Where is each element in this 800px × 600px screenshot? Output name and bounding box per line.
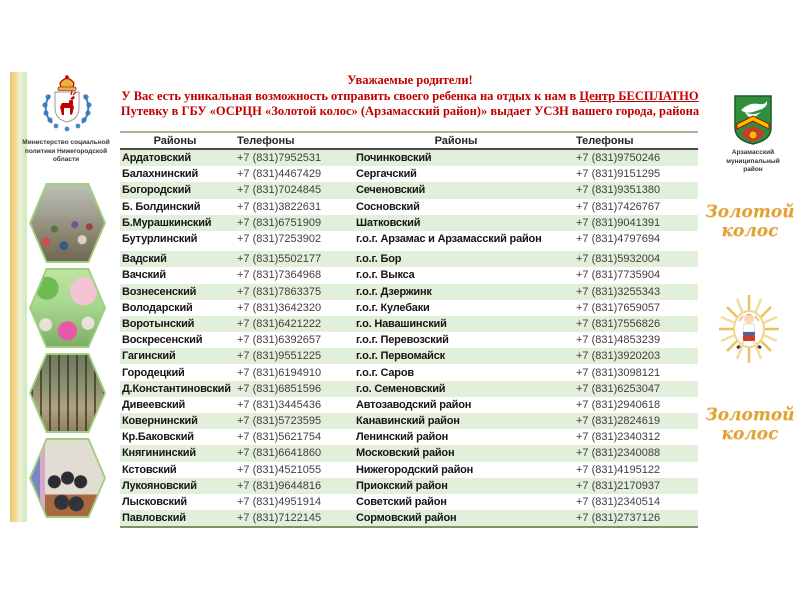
headline <box>110 73 710 120</box>
district-cell: Московский район <box>356 447 455 460</box>
table-row <box>120 429 698 445</box>
phone-cell: +7 (831)6392657 <box>237 334 322 347</box>
phone-cell: +7 (831)7253902 <box>237 233 322 246</box>
district-cell: Воротынский <box>122 317 195 330</box>
district-cell: Ардатовский <box>122 152 191 165</box>
phone-cell: +7 (831)3445436 <box>237 398 322 411</box>
phone-cell: +7 (831)9041391 <box>576 216 661 229</box>
district-cell: Павловский <box>122 512 186 525</box>
phone-cell: +7 (831)7659057 <box>576 301 661 314</box>
phone-cell: +7 (831)4467429 <box>237 168 322 181</box>
stage-performance-photo <box>29 438 106 518</box>
phone-cell: +7 (831)2340088 <box>576 447 661 460</box>
table-row <box>120 316 698 332</box>
table-row <box>120 182 698 198</box>
table-row <box>120 215 698 231</box>
district-cell: Ленинский район <box>356 431 449 444</box>
table-row <box>120 348 698 364</box>
brand-zolotoy-kolos-bottom: Золотой колос <box>705 405 795 444</box>
district-cell: г.о.г. Выкса <box>356 269 415 282</box>
brand-zolotoy-kolos-top: Золотой колос <box>705 202 795 241</box>
phone-cell: +7 (831)7122145 <box>237 512 322 525</box>
district-cell: Дивеевский <box>122 398 186 411</box>
district-cell: Сосновский <box>356 200 420 213</box>
nizhny-novgorod-region-coat-of-arms-icon <box>36 73 98 137</box>
district-cell: г.о.г. Перевозский <box>356 334 449 347</box>
district-cell: Воскресенский <box>122 334 203 347</box>
column-header-phones-1: Телефоны <box>237 134 295 147</box>
phone-cell: +7 (831)7735904 <box>576 269 661 282</box>
phone-table-body <box>120 150 698 526</box>
district-cell: Бутурлинский <box>122 233 198 246</box>
phone-cell: +7 (831)4797694 <box>576 233 661 246</box>
district-cell: Приокский район <box>356 479 448 492</box>
district-cell: Кстовский <box>122 463 177 476</box>
children-drawings-photo <box>29 268 106 348</box>
district-cell: г.о.г. Кулебаки <box>356 301 430 314</box>
district-cell: Балахнинский <box>122 168 199 181</box>
phone-table <box>120 131 698 528</box>
district-cell: г.о.г. Арзамас и Арзамасский район <box>356 233 542 246</box>
phone-cell: +7 (831)4951914 <box>237 496 322 509</box>
district-cell: г.о.г. Бор <box>356 253 402 266</box>
district-cell: Починковский <box>356 152 432 165</box>
phone-cell: +7 (831)9750246 <box>576 152 661 165</box>
district-cell: Автозаводский район <box>356 398 472 411</box>
children-group-photo-image <box>31 185 104 261</box>
table-row <box>120 494 698 510</box>
phone-cell: +7 (831)6421222 <box>237 317 322 330</box>
table-row <box>120 462 698 478</box>
table-row <box>120 413 698 429</box>
forest-camp-photo <box>29 353 106 433</box>
headline-line1: Уважаемые родители! <box>347 73 473 87</box>
table-row <box>120 478 698 494</box>
phone-cell: +7 (831)9644816 <box>237 479 322 492</box>
ministry-label: Министерство социальной политики Нижегородской области <box>22 139 110 163</box>
district-cell: г.о. Навашинский <box>356 317 447 330</box>
table-row <box>120 231 698 247</box>
phone-cell: +7 (831)5932004 <box>576 253 661 266</box>
arzamas-district-label: Арзамасский муниципальный район <box>726 149 780 173</box>
column-header-phones-2: Телефоны <box>576 134 634 147</box>
table-row <box>120 199 698 215</box>
phone-cell: +7 (831)3822631 <box>237 200 322 213</box>
phone-cell: +7 (831)4195122 <box>576 463 661 476</box>
golden-wheat-boy-logo-icon <box>713 291 785 367</box>
table-row <box>120 267 698 283</box>
phone-cell: +7 (831)5502177 <box>237 253 322 266</box>
district-cell: Сергачский <box>356 168 417 181</box>
phone-cell: +7 (831)3920203 <box>576 350 661 363</box>
phone-cell: +7 (831)2170937 <box>576 479 661 492</box>
district-cell: Ковернинский <box>122 415 198 428</box>
district-cell: Княгининский <box>122 447 196 460</box>
table-row <box>120 364 698 380</box>
table-row <box>120 251 698 267</box>
headline-line2: У Вас есть уникальная возможность отправить своего ребенка на отдых к нам в Центр БЕСПЛАТНО <box>121 88 699 103</box>
column-header-districts-2: Районы <box>434 134 478 147</box>
column-header-districts-1: Районы <box>153 134 197 147</box>
table-row <box>120 381 698 397</box>
district-cell: Нижегородский район <box>356 463 474 476</box>
phone-cell: +7 (831)2340312 <box>576 431 661 444</box>
phone-cell: +7 (831)2824619 <box>576 415 661 428</box>
phone-cell: +7 (831)5723595 <box>237 415 322 428</box>
phone-cell: +7 (831)7556826 <box>576 317 661 330</box>
district-cell: Володарский <box>122 301 193 314</box>
phone-cell: +7 (831)6641860 <box>237 447 322 460</box>
district-cell: Гагинский <box>122 350 176 363</box>
forest-camp-photo-image <box>31 355 104 431</box>
phone-cell: +7 (831)4853239 <box>576 334 661 347</box>
stage-performance-photo-image <box>31 440 104 516</box>
district-cell: Богородский <box>122 184 191 197</box>
crown-icon <box>58 75 76 90</box>
district-cell: Сормовский район <box>356 512 457 525</box>
district-cell: Канавинский район <box>356 415 460 428</box>
headline-line3: Путевку в ГБУ «ОСРЦН «Золотой колос» (Арзамасский район)» выдает УСЗН вашего города, района <box>120 104 700 118</box>
phone-cell: +7 (831)7024845 <box>237 184 322 197</box>
district-cell: Б. Болдинский <box>122 200 201 213</box>
district-cell: Б.Мурашкинский <box>122 216 212 229</box>
district-cell: Вачский <box>122 269 166 282</box>
phone-cell: +7 (831)7952531 <box>237 152 322 165</box>
phone-cell: +7 (831)9351380 <box>576 184 661 197</box>
phone-cell: +7 (831)4521055 <box>237 463 322 476</box>
phone-cell: +7 (831)2940618 <box>576 398 661 411</box>
headline-underlined: Центр БЕСПЛАТНО <box>579 88 699 103</box>
table-row <box>120 284 698 300</box>
table-row <box>120 397 698 413</box>
phone-cell: +7 (831)2737126 <box>576 512 661 525</box>
table-row <box>120 445 698 461</box>
phone-cell: +7 (831)9151295 <box>576 168 661 181</box>
phone-cell: +7 (831)7426767 <box>576 200 661 213</box>
district-cell: Кр.Баковский <box>122 431 194 444</box>
district-cell: Лысковский <box>122 496 187 509</box>
phone-cell: +7 (831)6194910 <box>237 366 322 379</box>
phone-cell: +7 (831)6253047 <box>576 382 661 395</box>
district-cell: г.о. Семеновский <box>356 382 446 395</box>
table-row <box>120 150 698 166</box>
district-cell: г.о.г. Дзержинк <box>356 285 432 298</box>
phone-cell: +7 (831)3255343 <box>576 285 661 298</box>
phone-cell: +7 (831)6751909 <box>237 216 322 229</box>
phone-cell: +7 (831)7364968 <box>237 269 322 282</box>
district-cell: г.о.г. Первомайск <box>356 350 445 363</box>
phone-cell: +7 (831)7863375 <box>237 285 322 298</box>
phone-cell: +7 (831)5621754 <box>237 431 322 444</box>
district-cell: Советский район <box>356 496 447 509</box>
table-row <box>120 166 698 182</box>
table-row <box>120 332 698 348</box>
arzamas-district-coat-of-arms-icon <box>733 94 773 146</box>
district-cell: Лукояновский <box>122 479 197 492</box>
district-cell: Городецкий <box>122 366 185 379</box>
district-cell: Шатковский <box>356 216 421 229</box>
table-row <box>120 300 698 316</box>
phone-cell: +7 (831)3642320 <box>237 301 322 314</box>
district-cell: Сеченовский <box>356 184 426 197</box>
table-row <box>120 510 698 526</box>
phone-cell: +7 (831)3098121 <box>576 366 661 379</box>
district-cell: Вадский <box>122 253 167 266</box>
district-cell: Д.Константиновский <box>122 382 231 395</box>
phone-cell: +7 (831)9551225 <box>237 350 322 363</box>
phone-table-header <box>120 133 698 150</box>
children-group-photo <box>29 183 106 263</box>
phone-cell: +7 (831)2340514 <box>576 496 661 509</box>
district-cell: Вознесенский <box>122 285 197 298</box>
phone-cell: +7 (831)6851596 <box>237 382 322 395</box>
district-cell: г.о.г. Саров <box>356 366 414 379</box>
children-drawings-photo-image <box>31 270 104 346</box>
